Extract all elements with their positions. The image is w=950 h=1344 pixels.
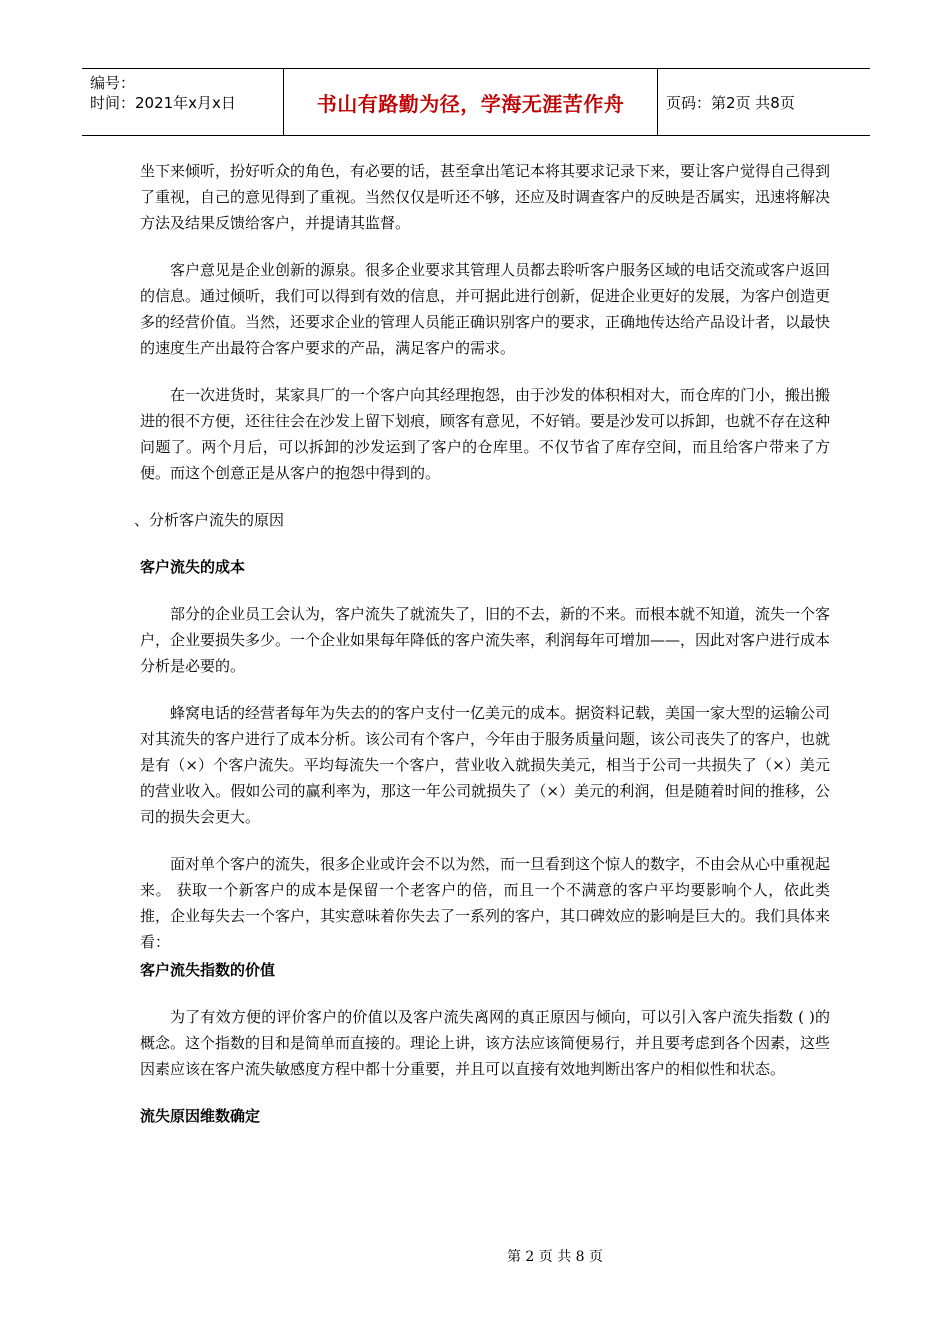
paragraph-1: 坐下来倾听，扮好听众的角色，有必要的话，甚至拿出笔记本将其要求记录下来，要让客户觉得自己得到了重视，自己的意见得到了重视。当然仅仅是听还不够，还应及时调查客户的反映是否属实，迅速将解决方法及结果反馈给客户，并提请其监督。 [140,162,831,232]
paragraph-5: 蜂窝电话的经营者每年为失去的的客户支付一亿美元的成本。据资料记载，美国一家大型的运输公司对其流失的客户进行了成本分析。该公司有个客户，今年由于服务质量问题，该公司丧失了的客户，也就是有（×）个客户流失。平均每流失一个客户，营业收入就损失美元，相当于公司一共损失了（×）美元的营业收入。假如公司的赢利率为，那这一年公司就损失了（×）美元的利润，但是随着时间的推移，公司的损失会更大。 [140,704,831,826]
paragraph-4: 部分的企业员工会认为，客户流失了就流失了，旧的不去，新的不来。而根本就不知道，流失一个客户，企业要损失多少。一个企业如果每年降低的客户流失率，利润每年可增加——，因此对客户进行成本分析是必要的。 [140,605,831,675]
section-title: 、分析客户流失的原因 [134,511,285,529]
paragraph-2: 客户意见是企业创新的源泉。很多企业要求其管理人员都去聆听客户服务区域的电话交流或客户返回的信息。通过倾听，我们可以得到有效的信息，并可据此进行创新，促进企业更好的发展，为客户创造更多的经营价值。当然，还要求企业的管理人员能正确识别客户的要求，正确地传达给产品设计者，以最快的速度生产出最符合客户要求的产品，满足客户的需求。 [140,261,831,357]
page-header [82,68,870,136]
header-motto: 书山有路勤为径，学海无涯苦作舟 [284,69,658,135]
header-meta-cell [82,69,284,135]
heading-churn-index-value: 客户流失指数的价值 [140,961,276,979]
paragraph-3: 在一次进货时，某家具厂的一个客户向其经理抱怨，由于沙发的体积相对大，而仓库的门小，搬出搬进的很不方便，还往往会在沙发上留下划痕，顾客有意见，不好销。要是沙发可以拆卸，也就不存在这种问题了。两个月后，可以拆卸的沙发运到了客户的仓库里。不仅节省了库存空间，而且给客户带来了方便。而这个创意正是从客户的抱怨中得到的。 [140,386,831,482]
paragraph-6: 面对单个客户的流失，很多企业或许会不以为然，而一旦看到这个惊人的数字，不由会从心中重视起来。 获取一个新客户的成本是保留一个老客户的倍，而且一个不满意的客户平均要影响个人，依此类推，企业每失去一个客户，其实意味着你失去了一系列的客户，其口碑效应的影响是巨大的。我们具体来看： [140,855,831,951]
heading-churn-dimensions: 流失原因维数确定 [140,1107,261,1125]
heading-churn-cost: 客户流失的成本 [140,558,246,576]
document-time-label: 时间：2021年x月x日 [90,94,236,112]
document-number-label: 编号： [90,74,136,92]
header-page-info: 页码：第2页 共8页 [666,93,795,112]
page-footer: 第 2 页 共 8 页 [506,1249,604,1265]
paragraph-7: 为了有效方便的评价客户的价值以及客户流失离网的真正原因与倾向，可以引入客户流失指数 ( )的概念。这个指数的目和是简单而直接的。理论上讲，该方法应该简便易行，并且要考虑到各个因素，这些因素应该在客户流失敏感度方程中都十分重要，并且可以直接有效地判断出客户的相似性和状态。 [140,1008,831,1078]
document-body [134,158,831,1150]
